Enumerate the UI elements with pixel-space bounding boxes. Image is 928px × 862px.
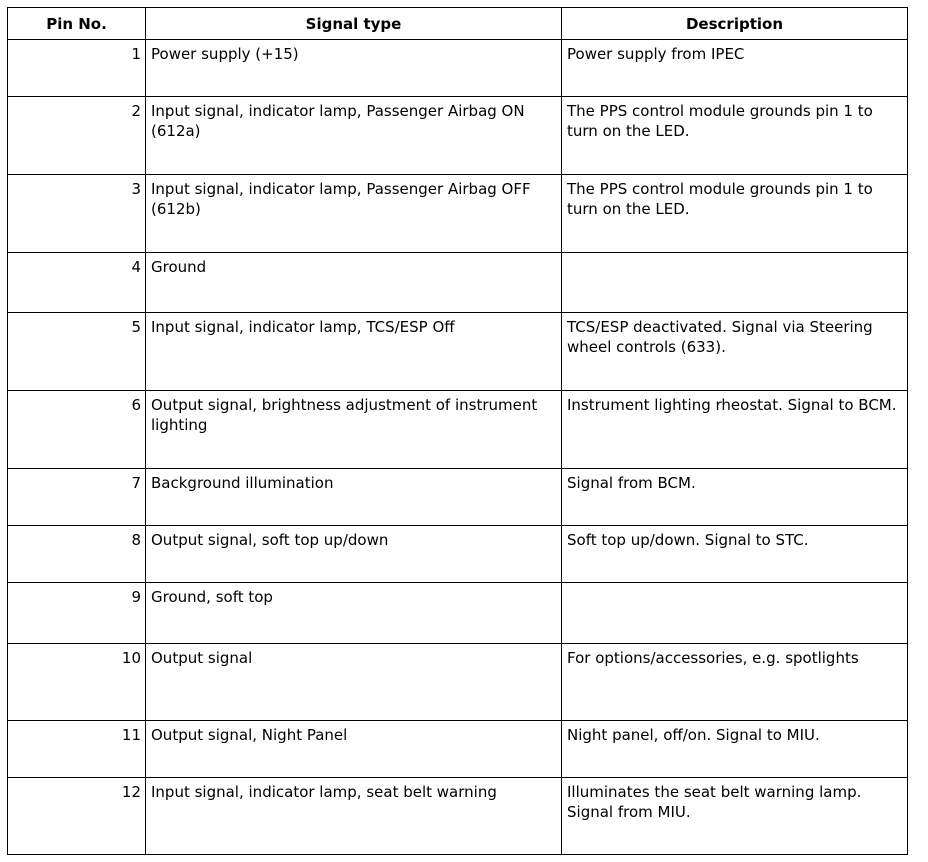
table-row: [8, 313, 908, 391]
signal-cell: Output signal: [146, 644, 562, 721]
description-cell: TCS/ESP deactivated. Signal via Steering wheel controls (633).: [562, 313, 908, 391]
pin-cell: 12: [8, 778, 146, 855]
signal-cell: Background illumination: [146, 469, 562, 526]
table-row: [8, 644, 908, 721]
signal-cell: Ground: [146, 253, 562, 313]
pin-cell: 1: [8, 40, 146, 97]
pin-cell: 5: [8, 313, 146, 391]
pin-cell: 7: [8, 469, 146, 526]
table-row: [8, 583, 908, 644]
description-cell: Illuminates the seat belt warning lamp. Signal from MIU.: [562, 778, 908, 855]
table-row: [8, 526, 908, 583]
pin-cell: 3: [8, 175, 146, 253]
pin-cell: 8: [8, 526, 146, 583]
signal-cell: Output signal, Night Panel: [146, 721, 562, 778]
header-signal-type: Signal type: [146, 8, 562, 40]
description-cell: The PPS control module grounds pin 1 to turn on the LED.: [562, 175, 908, 253]
signal-cell: Output signal, brightness adjustment of instrument lighting: [146, 391, 562, 469]
description-cell: The PPS control module grounds pin 1 to turn on the LED.: [562, 97, 908, 175]
header-description: Description: [562, 8, 908, 40]
description-cell: Soft top up/down. Signal to STC.: [562, 526, 908, 583]
description-cell: Night panel, off/on. Signal to MIU.: [562, 721, 908, 778]
table-row: [8, 97, 908, 175]
signal-cell: Output signal, soft top up/down: [146, 526, 562, 583]
pin-cell: 9: [8, 583, 146, 644]
description-cell: For options/accessories, e.g. spotlights: [562, 644, 908, 721]
table-row: [8, 721, 908, 778]
description-cell: Signal from BCM.: [562, 469, 908, 526]
pin-assignment-table: [7, 7, 908, 855]
signal-cell: Input signal, indicator lamp, TCS/ESP Off: [146, 313, 562, 391]
table-row: [8, 469, 908, 526]
table-row: [8, 253, 908, 313]
signal-cell: Ground, soft top: [146, 583, 562, 644]
description-cell: [562, 583, 908, 644]
pin-cell: 4: [8, 253, 146, 313]
pin-cell: 11: [8, 721, 146, 778]
table-row: [8, 175, 908, 253]
pin-cell: 2: [8, 97, 146, 175]
description-cell: Power supply from IPEC: [562, 40, 908, 97]
signal-cell: Input signal, indicator lamp, Passenger Airbag OFF (612b): [146, 175, 562, 253]
pin-cell: 6: [8, 391, 146, 469]
pin-cell: 10: [8, 644, 146, 721]
signal-cell: Power supply (+15): [146, 40, 562, 97]
description-cell: Instrument lighting rheostat. Signal to BCM.: [562, 391, 908, 469]
signal-cell: Input signal, indicator lamp, seat belt warning: [146, 778, 562, 855]
header-pin-no: Pin No.: [8, 8, 146, 40]
signal-cell: Input signal, indicator lamp, Passenger Airbag ON (612a): [146, 97, 562, 175]
table-row: [8, 391, 908, 469]
table-row: [8, 40, 908, 97]
table-header-row: [8, 8, 908, 40]
description-cell: [562, 253, 908, 313]
table-row: [8, 778, 908, 855]
